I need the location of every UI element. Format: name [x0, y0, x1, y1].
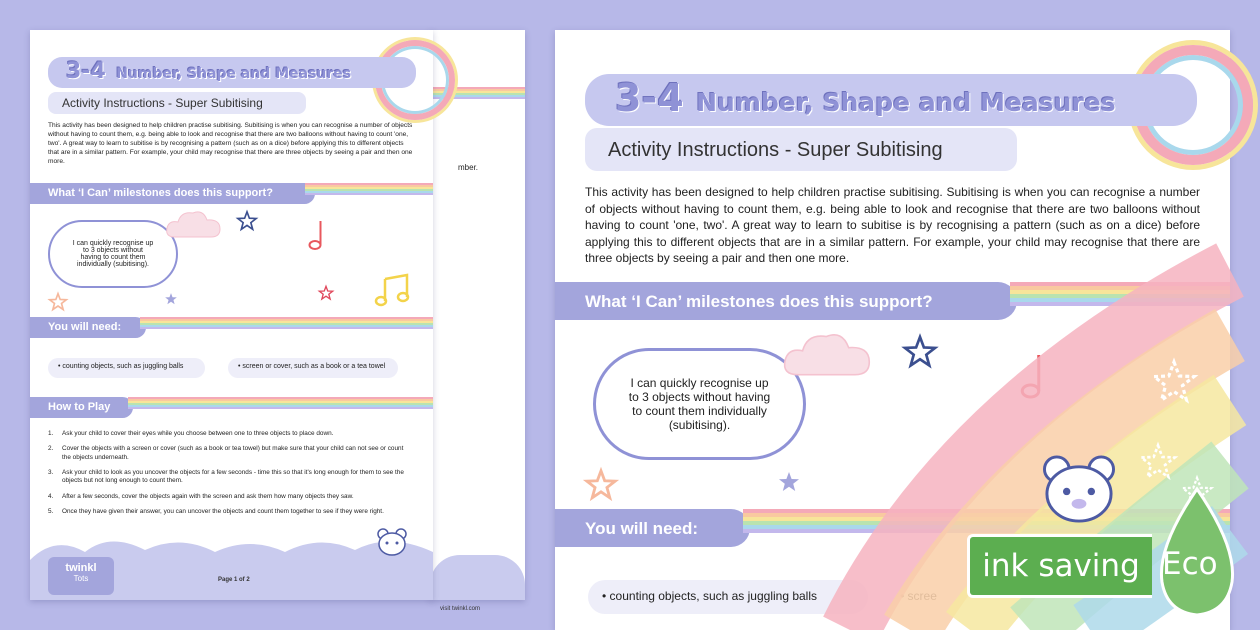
worksheet-need-item-text: counting objects, such as juggling balls	[62, 363, 184, 370]
eco-label: Eco	[1162, 546, 1218, 582]
preview-title	[585, 74, 1197, 126]
worksheet-need-item: • screen or cover, such as a book or a tea towel	[228, 358, 398, 378]
preview-milestones-heading: What ‘I Can’ milestones does this support?	[555, 282, 1017, 320]
logo-line-1: twinkl	[65, 562, 97, 574]
worksheet-title	[48, 57, 416, 88]
preview-need-item-partial: • scree	[900, 589, 937, 603]
preview-need-item-text: counting objects, such as juggling balls	[609, 589, 818, 603]
step-text: Once they have given their answer, you can uncover the objects and count them together to see if they were right.	[62, 507, 384, 515]
step-text: After a few seconds, cover the objects again with the screen and ask them how many objects they saw.	[62, 492, 354, 500]
worksheet-need-item-text: screen or cover, such as a book or a tea towel	[242, 363, 386, 370]
preview-need-item-partial-text: scree	[907, 589, 937, 603]
step-text: Ask your child to cover their eyes while you choose between one to three objects to place down.	[62, 430, 334, 437]
back-footer-text: visit twinkl.com	[440, 606, 481, 612]
preview-intro: This activity has been designed to help children practise subitising. Subitising is when you can recognise a number of objects without having to count them, e.g. being able to look and recognise that there are two balloons without having to count 'one, two'. A great way to learn to subitise is by recognising a pattern (such as on a dice) before applying this to different objects that are in a similar pattern. For example, your child may recognise that there are three objects by seeing a pair and then one more.	[585, 185, 1200, 266]
red-small-star-icon	[318, 285, 334, 301]
preview-subtitle: Activity Instructions - Super Subitising	[585, 128, 1017, 171]
step-text: Ask your child to look as you uncover the objects for a few seconds - time this so that it's long enough for them to see the objects but not long enough to count them.	[62, 468, 404, 485]
logo-line-2: Tots	[73, 574, 89, 583]
preview-bear-mascot-icon	[1037, 452, 1121, 526]
worksheet-milestone-cloud: I can quickly recognise up to 3 objects without having to count them individually (subitising).	[48, 220, 178, 288]
step-item: 5. Once they have given their answer, you can uncover the objects and count them together to see if they were right.	[48, 507, 384, 515]
red-music-note-icon	[308, 218, 328, 252]
dashed-star-icon	[1150, 358, 1198, 406]
peach-star-icon	[48, 292, 68, 312]
worksheet-title-number: 3-4	[66, 59, 106, 84]
step-item: 4. After a few seconds, cover the objects again with the screen and ask them how many objects they saw.	[48, 492, 354, 500]
back-worksheet-page	[430, 30, 525, 612]
how-rainbow	[128, 397, 433, 411]
preview-peach-star-icon	[584, 468, 618, 502]
lavender-star-icon	[164, 292, 178, 306]
preview-need-heading: You will need:	[555, 509, 750, 547]
pink-cloud-icon	[165, 207, 223, 241]
preview-need-item: • counting objects, such as juggling balls	[588, 580, 868, 614]
preview-title-rest: Number, Shape and Measures	[696, 88, 1116, 117]
preview-lavender-star-icon	[777, 470, 801, 494]
yellow-music-notes-icon	[375, 273, 413, 307]
preview-milestone-cloud: I can quickly recognise up to 3 objects without having to count them individually (subitising).	[593, 348, 806, 460]
page-number: Page 1 of 2	[218, 577, 250, 583]
worksheet-page-1	[30, 30, 433, 600]
navy-star-icon	[236, 210, 258, 232]
dashed-star-icon	[1138, 442, 1178, 482]
bear-mascot-icon	[375, 527, 409, 557]
worksheet-need-item: • counting objects, such as juggling balls	[48, 358, 205, 378]
need-rainbow	[140, 317, 433, 331]
worksheet-title-rest: Number, Shape and Measures	[116, 66, 352, 82]
worksheet-how-heading: How to Play	[30, 397, 133, 418]
worksheet-steps-list	[48, 430, 408, 523]
step-text: Cover the objects with a screen or cover (such as a book or tea towel) but make sure that your child can not see or count the objects underneath.	[62, 445, 404, 461]
step-item: 1. Ask your child to cover their eyes while you choose between one to three objects to place down.	[48, 430, 334, 437]
back-text-fragment: mber.	[458, 163, 479, 172]
worksheet-intro: This activity has been designed to help children practise subitising. Subitising is when you can recognise a number of objects without having to count them, e.g. being able to look and recognise that there are two balloons without having to count 'one, two'. A great way to learn to subitise is by recognising a pattern (such as on a dice) before applying this to different objects that are in a similar pattern. For example, your child may recognise that there are three objects by seeing a pair and then one more.	[48, 122, 413, 165]
back-footer-band	[430, 555, 525, 600]
ink-saving-label: ink saving	[982, 548, 1140, 584]
milestones-rainbow	[305, 183, 433, 197]
step-item: 3. Ask your child to look as you uncover the objects for a few seconds - time this so that it's long enough for them to see the objects but not long enough to count them.	[48, 469, 408, 486]
ink-saving-badge	[967, 534, 1152, 598]
worksheet-milestones-heading: What ‘I Can’ milestones does this support?	[30, 183, 315, 204]
worksheet-need-heading: You will need:	[30, 317, 146, 338]
twinkl-tots-logo	[48, 557, 114, 595]
worksheet-subtitle: Activity Instructions - Super Subitising	[48, 92, 306, 114]
step-item: 2. Cover the objects with a screen or cover (such as a book or tea towel) but make sure that your child can not see or count the objects underneath.	[48, 445, 408, 462]
preview-title-number: 3-4	[615, 76, 684, 120]
